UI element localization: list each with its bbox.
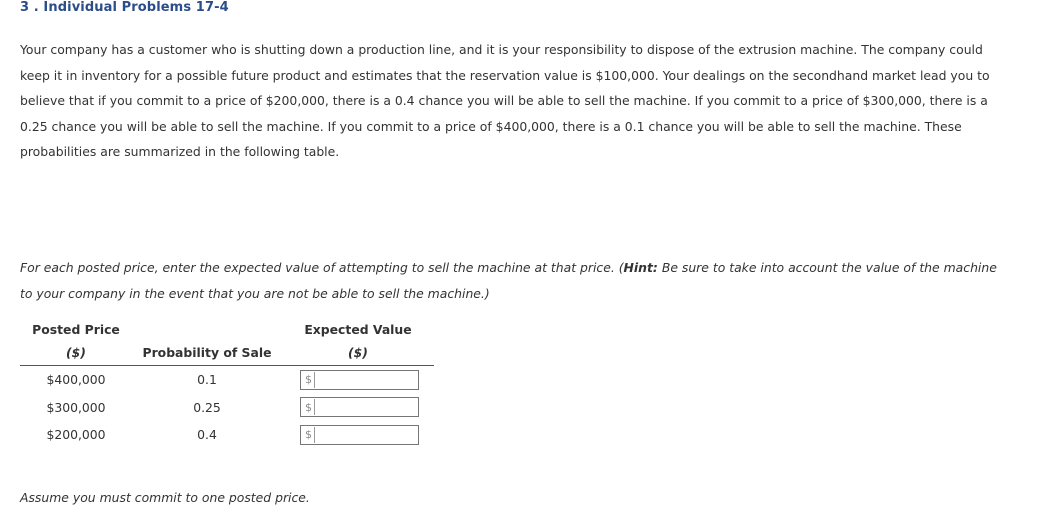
footer-note: Assume you must commit to one posted price. xyxy=(20,490,310,505)
expected-value-cell xyxy=(282,366,434,394)
hint-text: Be sure to take into account the value of the machine to your company in the event that you are not be able to sell the machine.) xyxy=(20,260,997,301)
hint-label: Hint: xyxy=(623,260,658,275)
posted-price-cell: $300,000 xyxy=(46,399,106,415)
table-row xyxy=(20,421,434,449)
table-row xyxy=(20,366,434,394)
expected-value-input[interactable] xyxy=(314,399,419,415)
expected-value-field xyxy=(300,370,419,390)
expected-value-cell xyxy=(282,421,434,449)
probability-cell: 0.1 xyxy=(197,372,217,388)
header-posted-price-unit: ($) xyxy=(20,341,132,366)
expected-value-input[interactable] xyxy=(314,427,419,443)
header-expected-value-unit: ($) xyxy=(282,341,434,366)
problem-description: Your company has a customer who is shutting down a production line, and it is your responsibility to dispose of the extrusion machine. The company could keep it in inventory for a possible future product and estimates that the reservation value is $100,000. Your dealings on the secondhand market lead you to believe that if you commit to a price of $200,000, there is a 0.4 chance you will be able to sell the machine. If you commit to a price of $300,000, there is a 0.25 chance you will be able to sell the machine. If you commit to a price of $400,000, there is a 0.1 chance you will be able to sell the machine. These probabilities are summarized in the following table. xyxy=(20,42,990,160)
probability-cell: 0.4 xyxy=(197,427,217,443)
problem-title: 3 . Individual Problems 17-4 xyxy=(20,0,229,15)
header-posted-price: Posted Price xyxy=(32,322,120,337)
header-probability-spacer xyxy=(132,319,282,341)
expected-value-input[interactable] xyxy=(314,372,419,388)
expected-value-table xyxy=(20,319,434,449)
probability-cell: 0.25 xyxy=(193,399,221,415)
expected-value-cell xyxy=(282,394,434,422)
currency-symbol: $ xyxy=(305,373,312,387)
currency-symbol: $ xyxy=(305,428,312,442)
table-header-row xyxy=(20,319,434,341)
header-expected-value: Expected Value xyxy=(304,322,412,337)
expected-value-field xyxy=(300,397,419,417)
expected-value-field xyxy=(300,425,419,445)
currency-symbol: $ xyxy=(305,400,312,414)
instructions-lead: For each posted price, enter the expected value of attempting to sell the machine at that price. ( xyxy=(20,260,624,275)
instructions xyxy=(20,255,1010,306)
table-row xyxy=(20,394,434,422)
posted-price-cell: $200,000 xyxy=(46,427,106,443)
table-header-row xyxy=(20,341,434,366)
posted-price-cell: $400,000 xyxy=(46,372,106,388)
header-probability: Probability of Sale xyxy=(132,341,282,366)
